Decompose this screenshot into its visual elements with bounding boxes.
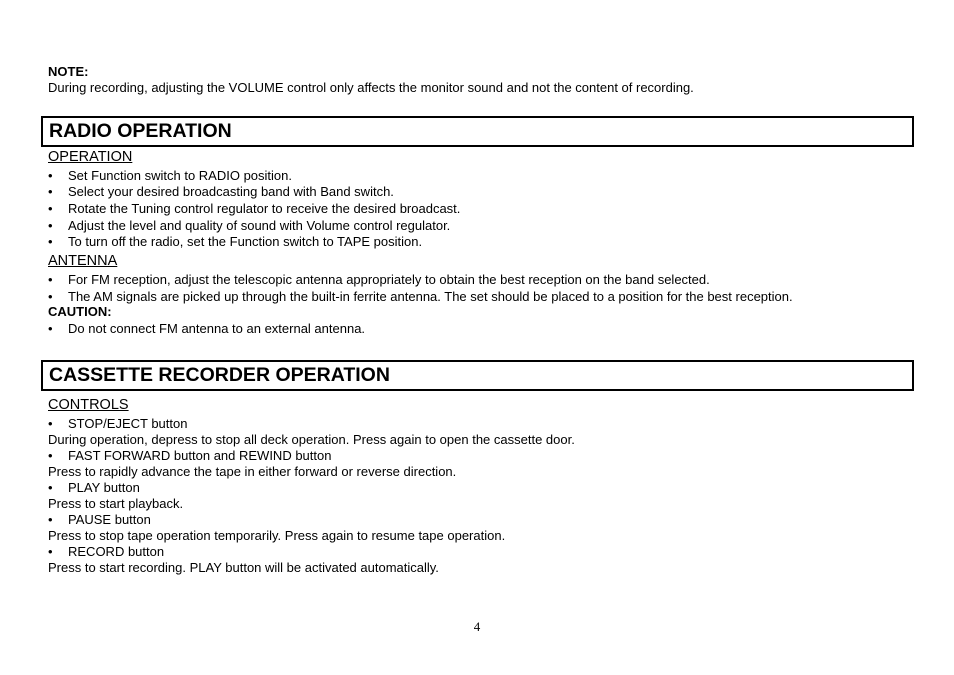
note-heading: NOTE:	[48, 64, 89, 79]
page-number: 4	[473, 619, 481, 634]
cassette-section-title: CASSETTE RECORDER OPERATION	[49, 364, 390, 386]
bullet-icon: •	[48, 416, 53, 431]
control-description: Press to start recording. PLAY button will be activated automatically.	[48, 560, 439, 575]
caution-heading: CAUTION:	[48, 304, 112, 319]
bullet-icon: •	[48, 544, 53, 559]
cassette-section-header	[41, 360, 914, 391]
bullet-icon: •	[48, 289, 53, 304]
control-description: Press to start playback.	[48, 496, 184, 511]
note-text: During recording, adjusting the VOLUME control only affects the monitor sound and not the content of recording.	[48, 80, 694, 95]
bullet-icon: •	[48, 480, 53, 495]
control-description: Press to rapidly advance the tape in either forward or reverse direction.	[48, 464, 457, 479]
antenna-heading: ANTENNA	[48, 253, 118, 269]
bullet-icon: •	[48, 448, 53, 463]
bullet-icon: •	[48, 201, 53, 216]
controls-heading: CONTROLS	[48, 397, 129, 413]
operation-heading: OPERATION	[48, 149, 133, 165]
bullet-icon: •	[48, 184, 53, 199]
bullet-icon: •	[48, 168, 53, 183]
bullet-icon: •	[48, 512, 53, 527]
radio-section-header	[41, 116, 914, 147]
control-description: Press to stop tape operation temporarily. Press again to resume tape operation.	[48, 528, 506, 543]
bullet-icon: •	[48, 234, 53, 249]
bullet-icon: •	[48, 218, 53, 233]
radio-section-title: RADIO OPERATION	[49, 120, 232, 142]
bullet-icon: •	[48, 272, 53, 287]
control-description: During operation, depress to stop all deck operation. Press again to open the cassette door.	[48, 432, 575, 447]
bullet-icon: •	[48, 321, 53, 336]
